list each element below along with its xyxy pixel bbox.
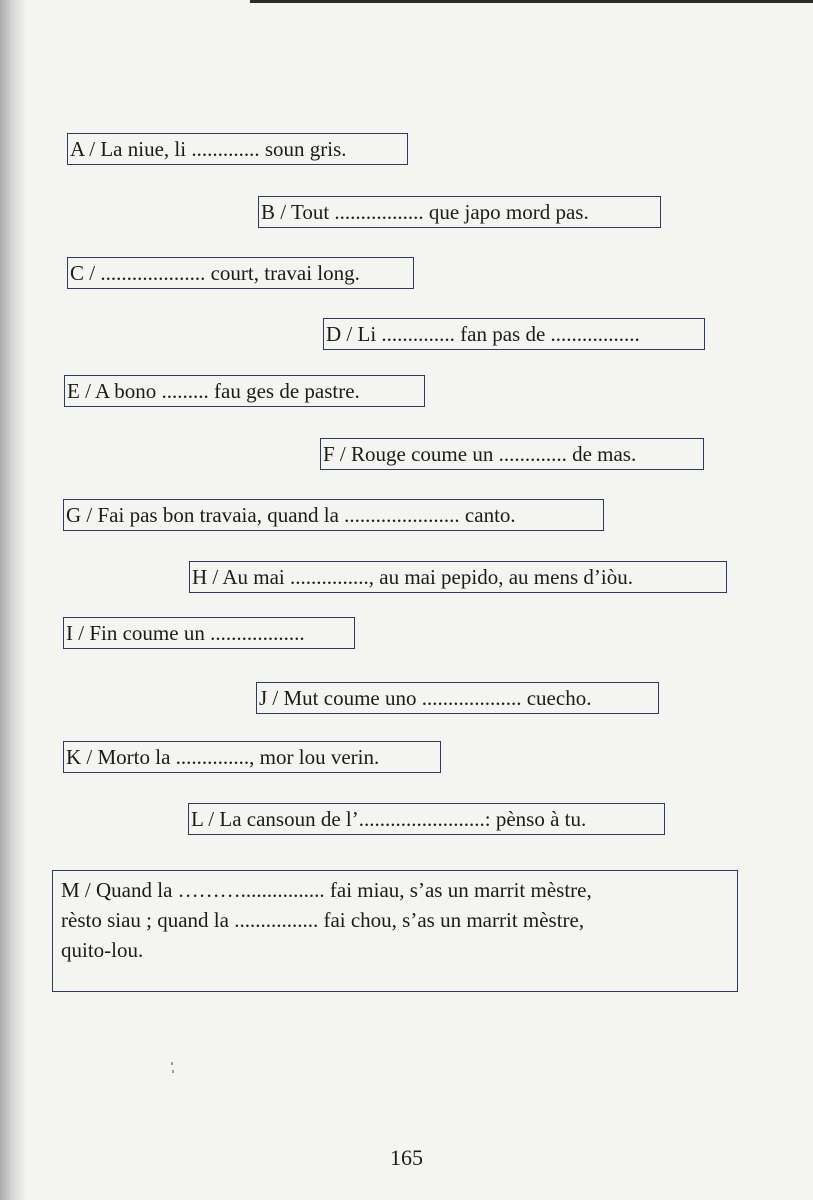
- proverb-i-box: I / Fin coume un ..................: [63, 617, 355, 649]
- page-number: 165: [390, 1145, 423, 1170]
- proverb-m-box: [52, 870, 738, 992]
- proverb-l-box: L / La cansoun de l’........................: pènso à tu.: [188, 803, 665, 835]
- proverb-m-line-2: rèsto siau ; quand la ................ fai chou, s’as un marrit mèstre,: [61, 908, 585, 932]
- proverb-k-box: K / Morto la .............., mor lou verin.: [63, 741, 441, 773]
- proverb-m-line-1: M / Quand la ………................ fai miau, s’as un marrit mèstre,: [61, 878, 592, 902]
- proverb-j-box: J / Mut coume uno ................... cuecho.: [256, 682, 659, 714]
- page-binding-shadow: [0, 0, 26, 1200]
- proverb-g-box: G / Fai pas bon travaia, quand la ...................... canto.: [63, 499, 604, 531]
- proverb-h-box: H / Au mai ..............., au mai pepido, au mens d’iòu.: [189, 561, 727, 593]
- paper-speck: [171, 1062, 174, 1076]
- proverb-f-box: F / Rouge coume un ............. de mas.: [320, 438, 704, 470]
- proverb-m-line-3: quito-lou.: [61, 938, 144, 962]
- top-edge-rule: [250, 0, 813, 3]
- proverb-b-box: B / Tout ................. que japo mord pas.: [258, 196, 661, 228]
- proverb-d-box: D / Li .............. fan pas de .................: [323, 318, 705, 350]
- proverb-a-box: A / La niue, li ............. soun gris.: [67, 133, 408, 165]
- proverb-c-box: C / .................... court, travai long.: [67, 257, 414, 289]
- proverb-e-box: E / A bono ......... fau ges de pastre.: [64, 375, 425, 407]
